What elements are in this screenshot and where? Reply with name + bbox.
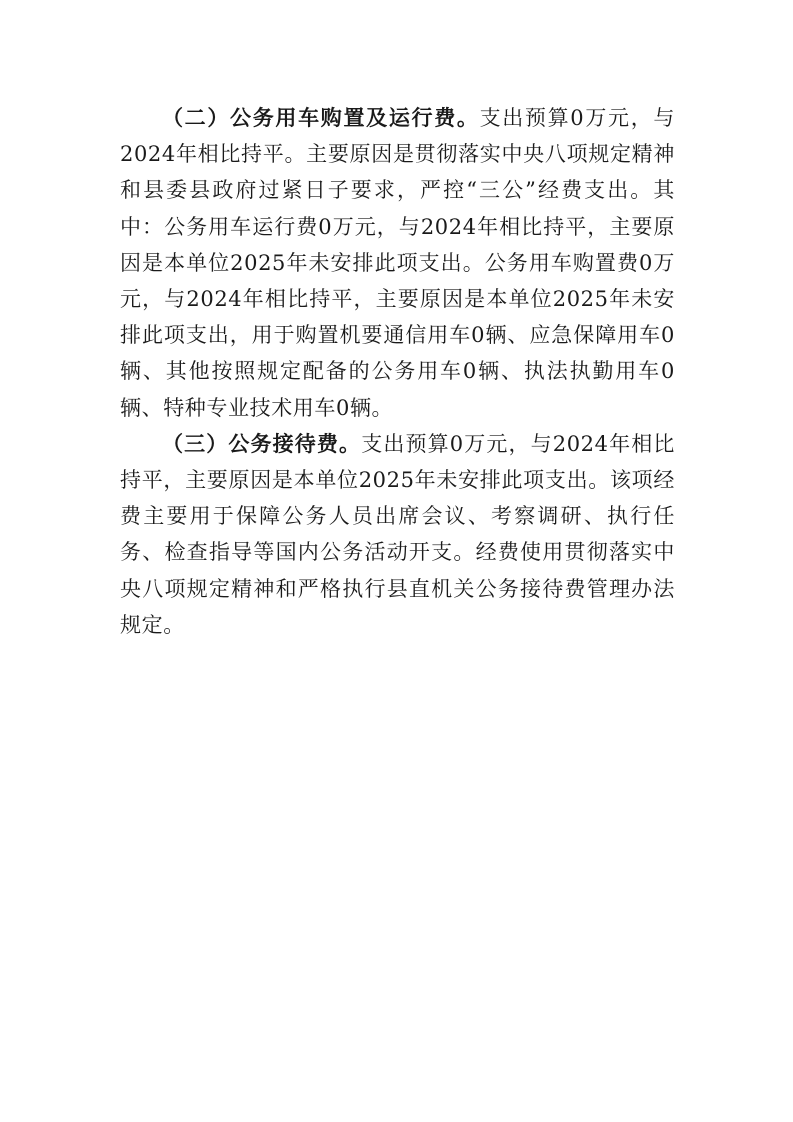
section-heading-official-reception: （三）公务接待费。 [162, 431, 362, 456]
document-body [120, 100, 675, 643]
paragraph-official-vehicles [120, 100, 675, 426]
section-heading-official-vehicles: （二）公务用车购置及运行费。 [162, 106, 480, 130]
paragraph-official-reception [120, 426, 675, 643]
paragraph-text-official-vehicles: 支出预算0万元，与2024年相比持平。主要原因是贯彻落实中央八项规定精神和县委县政府过紧日子要求，严控“三公”经费支出。其中：公务用车运行费0万元，与2024年相比持平，主要原因是本单位2025年未安排此项支出。公务用车购置费0万元，与2024年相比持平，主要原因是本单位2025年未安排此项支出，用于购置机要通信用车0辆、应急保障用车0辆、其他按照规定配备的公务用车0辆、执法执勤用车0辆、特种专业技术用车0辆。 [120, 106, 675, 420]
paragraph-text-official-reception: 支出预算0万元，与2024年相比持平，主要原因是本单位2025年未安排此项支出。该项经费主要用于保障公务人员出席会议、考察调研、执行任务、检查指导等国内公务活动开支。经费使用贯彻落实中央八项规定精神和严格执行县直机关公务接待费管理办法规定。 [120, 431, 675, 637]
